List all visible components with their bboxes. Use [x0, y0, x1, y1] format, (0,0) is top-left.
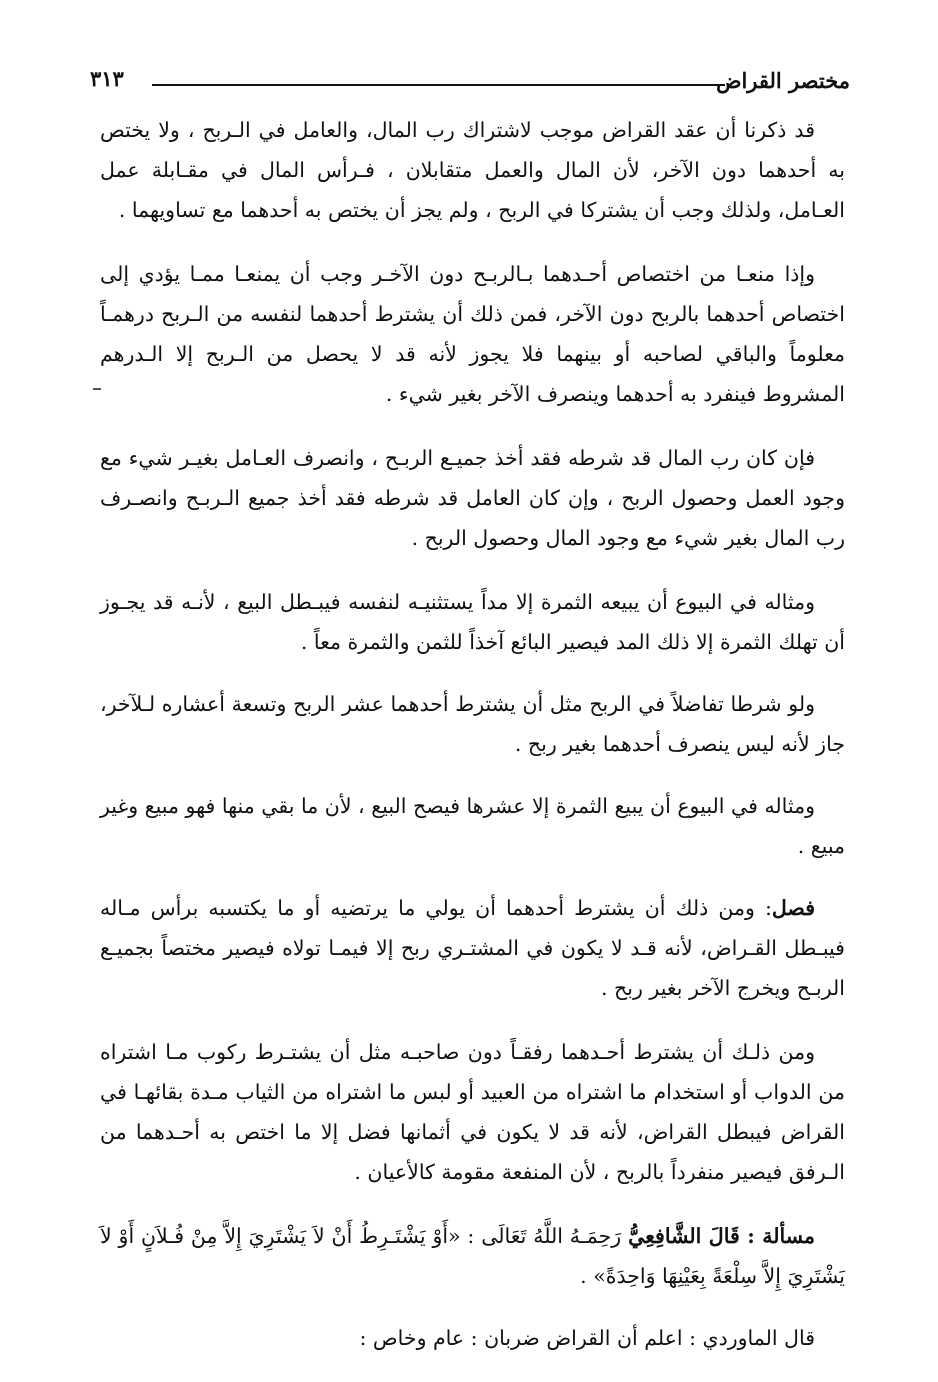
paragraph-text: فإن كان رب المال قد شرطه فقد أخذ جميـع الربـح ، وانصرف العـامل بغيـر شيء مع وجود العمل وحصول الربح ، وإن كان العامل قد شرطه فقد أخذ جميع الـربـح وانصـرف رب المال بغير شيء مع وجود المال وحصول الربح .	[100, 446, 845, 550]
paragraph-text: ولو شرطا تفاضلاً في الربح مثل أن يشترط أحدهما عشر الربح وتسعة أعشاره لـلآخر، جاز لأنه ليس ينصرف أحدهما بغير ربح .	[100, 692, 845, 756]
paragraph	[100, 438, 845, 558]
paragraph-text: ومثاله في البيوع أن يبيع الثمرة إلا عشرها فيصح البيع ، لأن ما بقي منها فهو مبيع وغير مبيع .	[100, 794, 845, 858]
paragraph-text: قد ذكرنا أن عقد القراض موجب لاشتراك رب المال، والعامل في الـربح ، ولا يختص به أحدهما دون الآخر، لأن المال والعمل متقابلان ، فـرأس المال في مقـابلة عمل العـامل، ولذلك وجب أن يشتركا في الربح ، ولم يجز أن يختص به أحدهما مع تساويهما .	[100, 118, 845, 222]
paragraph-text: ومثاله في البيوع أن يبيعه الثمرة إلا مداً يستثنيـه لنفسه فيبـطل البيع ، لأنـه قد يجـوز أن تهلك الثمرة إلا ذلك المد فيصير البائع آخذاً للثمن والثمرة معاً .	[100, 590, 845, 654]
page-body	[100, 110, 845, 1382]
paragraph-text: ومن ذلـك أن يشترط أحـدهما رفقـاً دون صاحبـه مثل أن يشتـرط ركوب مـا اشتراه من الدواب أو استخدام ما اشتراه من العبيد أو لبس ما اشتراه من الثياب مـدة بقائهـا في القراض فيبطل القراض، لأنه قد لا يكون في أثمانها فضل إلا ما اختص به أحـدهما من الـرفق فيصير منفرداً بالربح ، لأن المنفعة مقومة كالأعيان .	[100, 1040, 845, 1184]
paragraph	[100, 1318, 845, 1358]
paragraph	[100, 110, 845, 230]
page-number: ٣١٣	[90, 66, 124, 91]
paragraph	[100, 684, 845, 764]
paragraph	[100, 254, 845, 414]
paragraph-text: : ومن ذلك أن يشترط أحدهما أن يولي ما يرتضيه أو ما يكتسبه برأس مـاله فيبـطل القـراض، لأنه قـد لا يكون في المشتـري ربح إلا فيمـا تولاه فيصير مختصاً بجميـع الربـح ويخرج الآخر بغير ربح .	[100, 896, 845, 1000]
issue-paragraph	[100, 1216, 845, 1296]
paragraph-text: وإذا منعـا من اختصاص أحـدهما بـالربـح دون الآخـر وجب أن يمنعـا ممـا يؤدي إلى اختصاص أحدهما بالربح دون الآخر، فمن ذلك أن يشترط أحدهما لنفسه من الـربح درهمـاً معلوماً والباقي لصاحبه أو بينهما فلا يجوز لأنه قد لا يحصل من الـربح إلا الـدرهم المشروط فينفرد به أحدهما وينصرف الآخر بغير شيء .	[100, 262, 845, 406]
paragraph	[100, 786, 845, 866]
section-label: فصل	[771, 896, 815, 920]
paragraph	[100, 1032, 845, 1192]
header-rule	[152, 84, 725, 86]
running-title: مختصر القراض	[716, 68, 850, 93]
paragraph	[100, 582, 845, 662]
issue-label: مسألة : قَالَ الشَّافِعِيُّ	[628, 1224, 816, 1248]
quoted-text: رَحِمَـهُ اللَّهُ تَعَالَى : «أَوْ يَشْتَـرِطُ أَنْ لاَ يَشْتَرِيَ إِلاَّ مِنْ فُـلاَنٍ أَوْ لاَ يَشْتَرِيَ إِلاَّ سِلْعَةً بِعَيْنِهَا وَاحِدَةً» .	[100, 1224, 845, 1288]
section-paragraph	[100, 888, 845, 1008]
page-header	[90, 62, 850, 102]
paragraph-text: قال الماوردي : اعلم أن القراض ضربان : عام وخاص :	[359, 1326, 815, 1350]
